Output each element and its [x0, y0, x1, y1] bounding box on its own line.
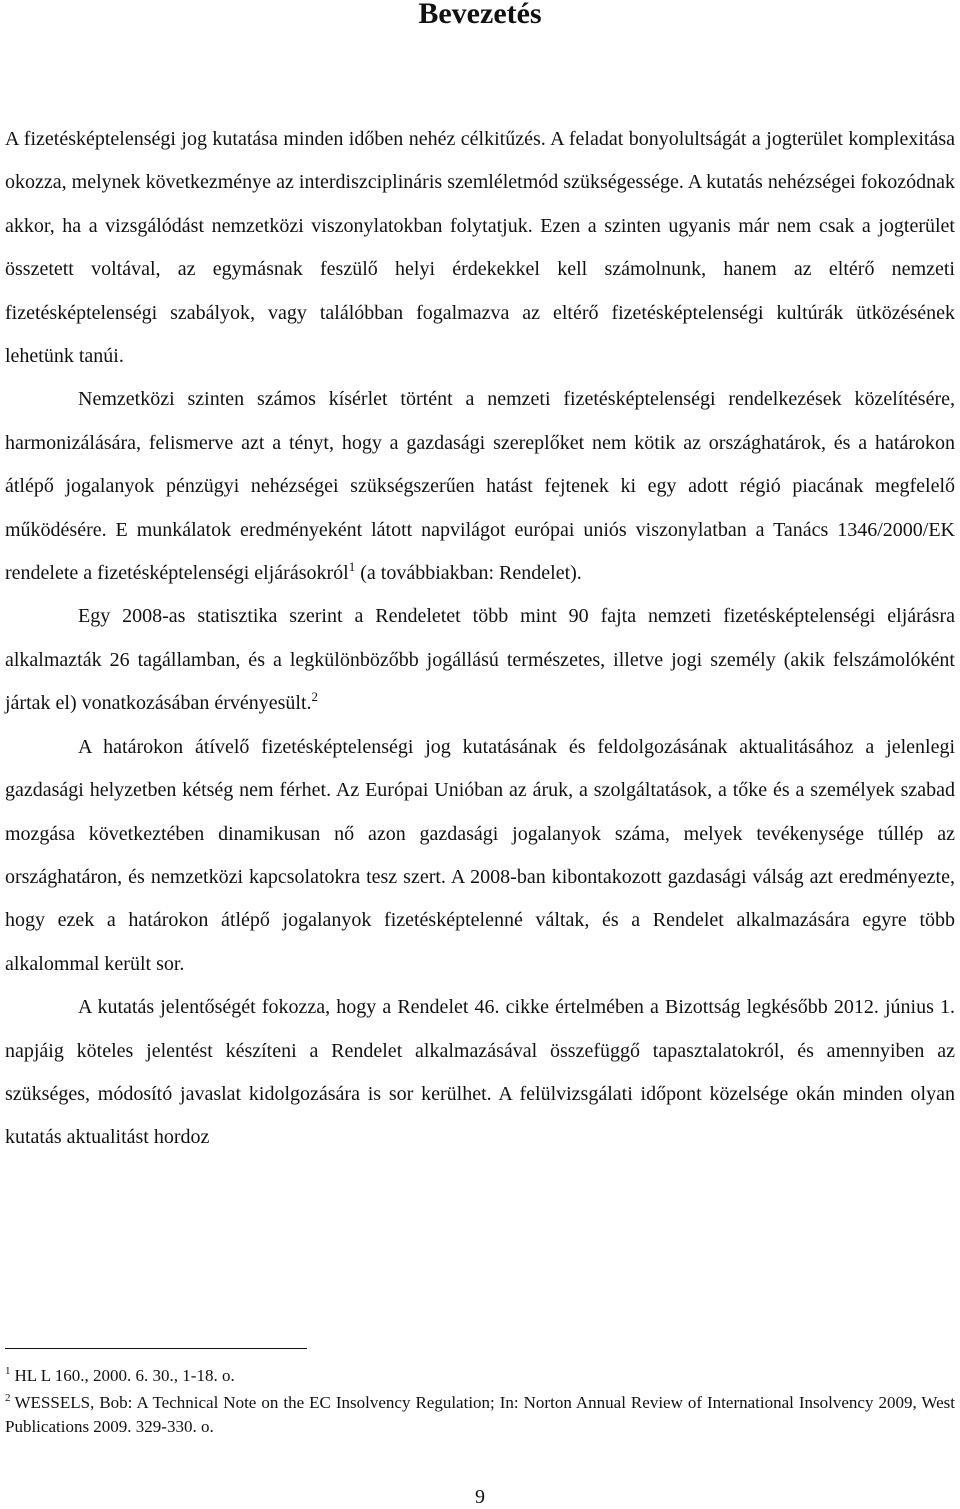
footnote-text-2: WESSELS, Bob: A Technical Note on the EC Insolvency Regulation; In: Norton Annual Review of International Insolvency 2009, West Publications 2009. 329-330. o.: [5, 1393, 955, 1436]
paragraph-2-text: Nemzetközi szinten számos kísérlet történt a nemzeti fizetésképtelenségi rendelkezések közelítésére, harmonizálására, felismerve azt a tényt, hogy a gazdasági szereplőket nem kötik az országhatárok, és a határokon átlépő jogalanyok pénzügyi nehézségei szükségszerűen hatást fejtenek ki egy adott régió piacának megfelelő működésére. E munkálatok eredményeként látott napvilágot európai uniós viszonylatban a Tanács 1346/2000/EK rendelete a fizetésképtelenségi eljárásokról: [5, 388, 955, 585]
paragraph-4: [5, 726, 955, 986]
footnote-text-1: HL L 160., 2000. 6. 30., 1-18. o.: [14, 1366, 235, 1385]
paragraph-5: [5, 986, 955, 1160]
footnote-ref-1: 1: [348, 559, 356, 575]
paragraph-5-text: A kutatás jelentőségét fokozza, hogy a Rendelet 46. cikke értelmében a Bizottság legkésőbb 2012. június 1. napjáig köteles jelentést készíteni a Rendelet alkalmazásával összefüggő tapasztalatokról, és amennyiben az szükséges, módosító javaslat kidolgozására is sor kerülhet. A felülvizsgálati időpont közelsége okán minden olyan kutatás aktualitást hordoz: [5, 996, 955, 1149]
paragraph-2-text-end: (a továbbiakban: Rendelet).: [355, 562, 582, 585]
body-text: [5, 118, 955, 1160]
footnote-ref-2: 2: [311, 689, 319, 705]
footnote-1: [5, 1364, 955, 1388]
footnote-number-1: 1: [5, 1365, 11, 1377]
page-title: Bevezetés: [418, 0, 542, 30]
footnote-divider: [5, 1348, 307, 1349]
paragraph-2: [5, 378, 955, 595]
footnote-number-2: 2: [5, 1392, 11, 1404]
footnote-2: [5, 1391, 955, 1439]
page-number: 9: [475, 1486, 485, 1508]
paragraph-4-text: A határokon átívelő fizetésképtelenségi jog kutatásának és feldolgozásának aktualitásához a jelenlegi gazdasági helyzetben kétség nem férhet. Az Európai Unióban az áruk, a szolgáltatások, a tőke és a személyek szabad mozgása következtében dinamikusan nő azon gazdasági jogalanyok száma, melyek tevékenysége túllép az országhatáron, és nemzetközi kapcsolatokra tesz szert. A 2008-ban kibontakozott gazdasági válság azt eredményezte, hogy ezek a határokon átlépő jogalanyok fizetésképtelenné váltak, és a Rendelet alkalmazására egyre több alkalommal került sor.: [5, 735, 955, 975]
paragraph-3-text: Egy 2008-as statisztika szerint a Rendeletet több mint 90 fajta nemzeti fizetésképtelenségi eljárásra alkalmazták 26 tagállamban, és a legkülönbözőbb jogállású természetes, illetve jogi személy (akik felszámolóként jártak el) vonatkozásában érvényesült.: [5, 605, 955, 715]
paragraph-3: [5, 595, 955, 725]
footnotes: [5, 1364, 955, 1442]
paragraph-1-text: A fizetésképtelenségi jog kutatása minden időben nehéz célkitűzés. A feladat bonyolultságát a jogterület komplexitása okozza, melynek következménye az interdiszciplináris szemléletmód szükségessége. A kutatás nehézségei fokozódnak akkor, ha a vizsgálódást nemzetközi viszonylatokban folytatjuk. Ezen a szinten ugyanis már nem csak a jogterület összetett voltával, az egymásnak feszülő helyi érdekekkel kell számolnunk, hanem az eltérő nemzeti fizetésképtelenségi szabályok, vagy találóbban fogalmazva az eltérő fizetésképtelenségi kultúrák ütközésének lehetünk tanúi.: [5, 128, 955, 368]
paragraph-1: [5, 118, 955, 378]
